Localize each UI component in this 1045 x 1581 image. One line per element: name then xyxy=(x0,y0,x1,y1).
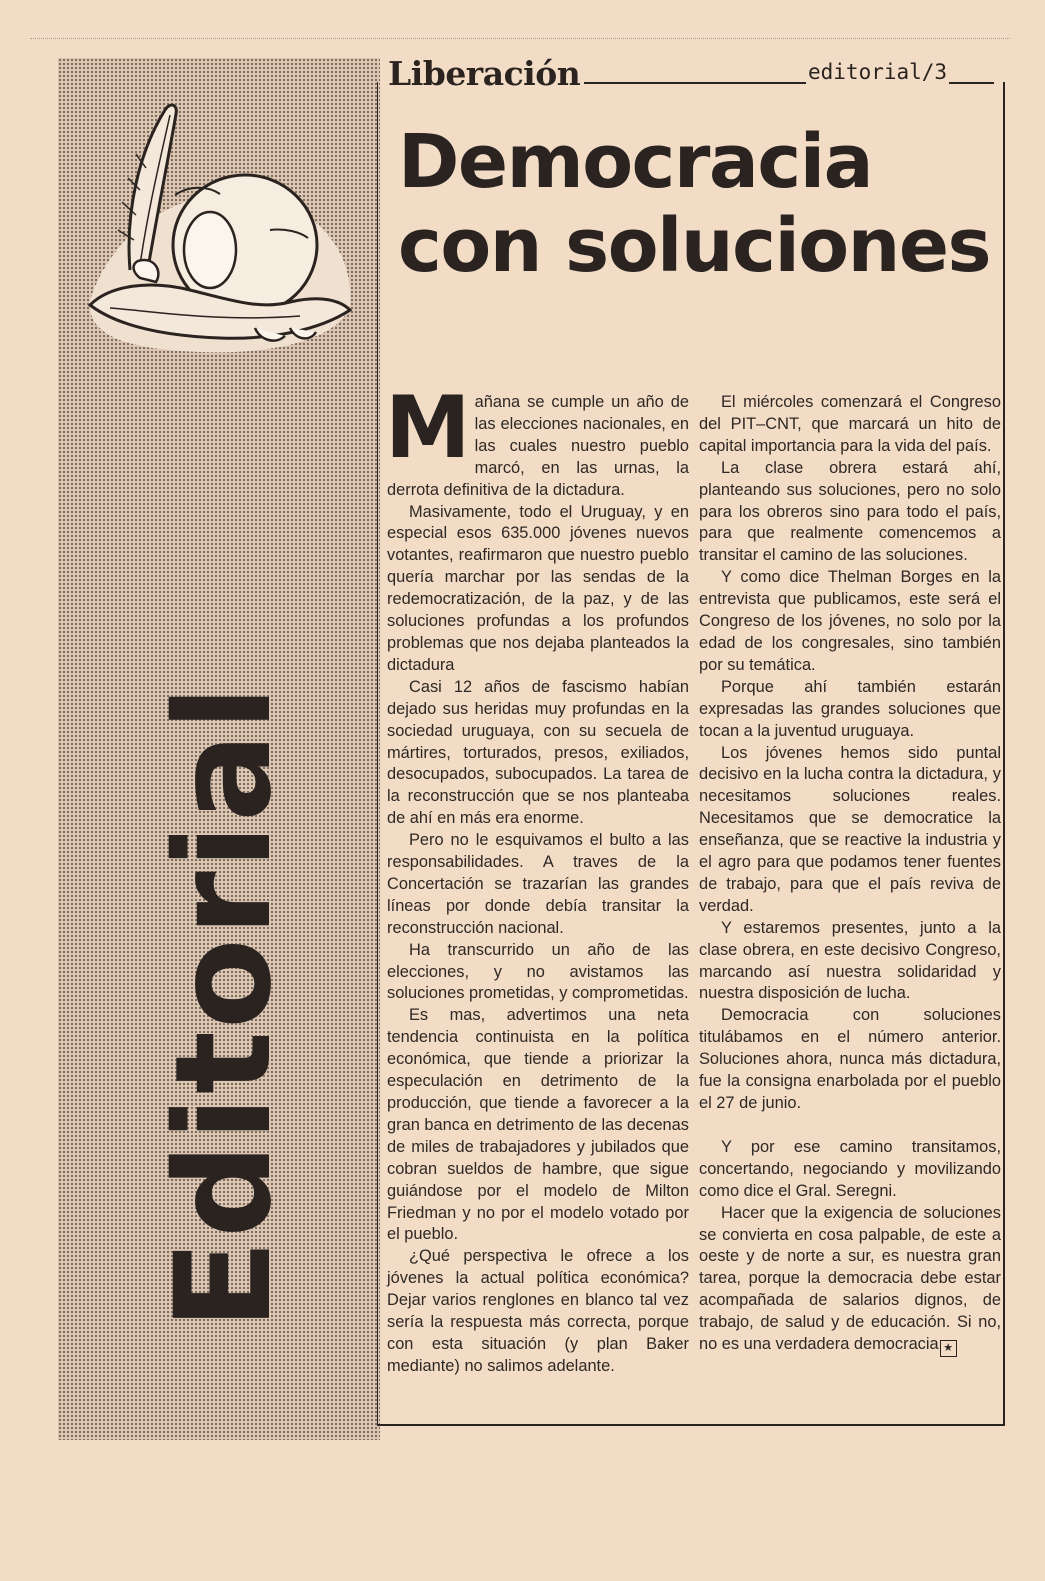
paragraph-gap xyxy=(699,1115,1001,1137)
paragraph: Democracia con soluciones titulábamos en el número anterior. Soluciones ahora, nunca más dictadura, fue la consigna enarbolada por el pueblo el 27 de junio. xyxy=(699,1006,1001,1112)
headline-line-1: Democracia xyxy=(398,119,873,205)
paragraph: Masivamente, todo el Uruguay, y en especial esos 635.000 jóvenes nuevos votantes, reafirmaron que nuestro pueblo quería marchar por las sendas de la redemocratización, de la paz, y de las soluciones profundas a los profundos problemas que nos dejaba planteados la dictadura xyxy=(387,502,689,674)
paragraph: Mañana se cumple un año de las elecciones nacionales, en las cuales nuestro pueblo marcó, en las urnas, la derrota definitiva de la dictadura. xyxy=(385,378,689,499)
section-vertical-title: Editorial xyxy=(147,683,301,1330)
paragraph: Los jóvenes hemos sido puntal decisivo en la lucha contra la dictadura, y necesitamos soluciones reales. Necesitamos que se democratice la enseñanza, que se reactive la industria y el agro para que podamos tener fuentes de trabajo, para que el país reviva de verdad. xyxy=(699,743,1001,915)
paragraph: Porque ahí también estarán expresadas las grandes soluciones que tocan a la juventud uruguaya. xyxy=(699,677,1001,740)
paragraph: Casi 12 años de fascismo habían dejado sus heridas muy profundas en la sociedad uruguaya, con su secuela de mártires, torturados, presos, exiliados, desocupados, subocupados. La tarea de la reconstrucción que se nos planteaba de ahí en más era enorme. xyxy=(387,677,689,828)
paragraph: Hacer que la exigencia de soluciones se convierta en cosa palpable, de este a oeste y de norte a sur, es nuestra gran tarea, porque la democracia debe estar acompañada de salarios dignos, de trabajo, de salud y de educación. Si no, no es una verdadera democracia ★ xyxy=(699,1203,1001,1357)
article-column-2 xyxy=(699,392,1001,1357)
section-page-label: editorial/3 xyxy=(808,60,948,84)
paragraph: El miércoles comenzará el Congreso del PIT–CNT, que marcará un hito de capital importancia para la vida del país. xyxy=(699,393,1001,455)
article-column-1 xyxy=(385,378,689,1378)
star-end-icon: ★ xyxy=(940,1340,957,1357)
paragraph: Es mas, advertimos una neta tendencia continuista en la política económica, que tiende a priorizar la especulación en detrimento de la producción, que tiende a favorecer a la gran banca en detrimento de las decenas de miles de trabajadores y jubilados que cobran sueldos de hambre, que sigue guiándose por el modelo de Milton Friedman y no por el modelo votado por el pueblo. xyxy=(387,1006,689,1244)
article-headline xyxy=(398,120,998,288)
headline-line-2: con soluciones xyxy=(398,203,991,289)
paragraph: Ha transcurrido un año de las elecciones, y no avistamos las soluciones prometidas, y comprometidas. xyxy=(387,940,689,1003)
mascot-illustration xyxy=(70,90,360,370)
drop-cap: M xyxy=(385,378,471,478)
paragraph: Y como dice Thelman Borges en la entrevista que publicamos, este será el Congreso de los jóvenes, no solo por la edad de los congresales, sino también por su temática. xyxy=(699,568,1001,674)
publication-logo: Liberación xyxy=(388,54,581,93)
page-top-edge xyxy=(30,38,1010,39)
paragraph: Y por ese camino transitamos, concertando, negociando y movilizando como dice el Gral. Seregni. xyxy=(699,1137,1001,1200)
paragraph: Y estaremos presentes, junto a la clase obrera, en este decisivo Congreso, marcando así nuestra solidaridad y nuestra disposición de lucha. xyxy=(699,918,1001,1003)
paragraph: ¿Qué perspectiva le ofrece a los jóvenes la actual política económica? Dejar varios renglones en blanco tal vez sería la respuesta más correcta, porque con esta situación (y plan Baker mediante) no salimos adelante. xyxy=(387,1247,689,1375)
paragraph: Pero no le esquivamos el bulto a las responsabilidades. A traves de la Concertación se trazarían las grandes líneas por donde debía transitar la reconstrucción nacional. xyxy=(387,831,689,937)
paragraph: La clase obrera estará ahí, planteando sus soluciones, pero no solo para los obreros sino para todo el país, para que realmente comencemos a transitar el camino de las soluciones. xyxy=(699,458,1001,565)
